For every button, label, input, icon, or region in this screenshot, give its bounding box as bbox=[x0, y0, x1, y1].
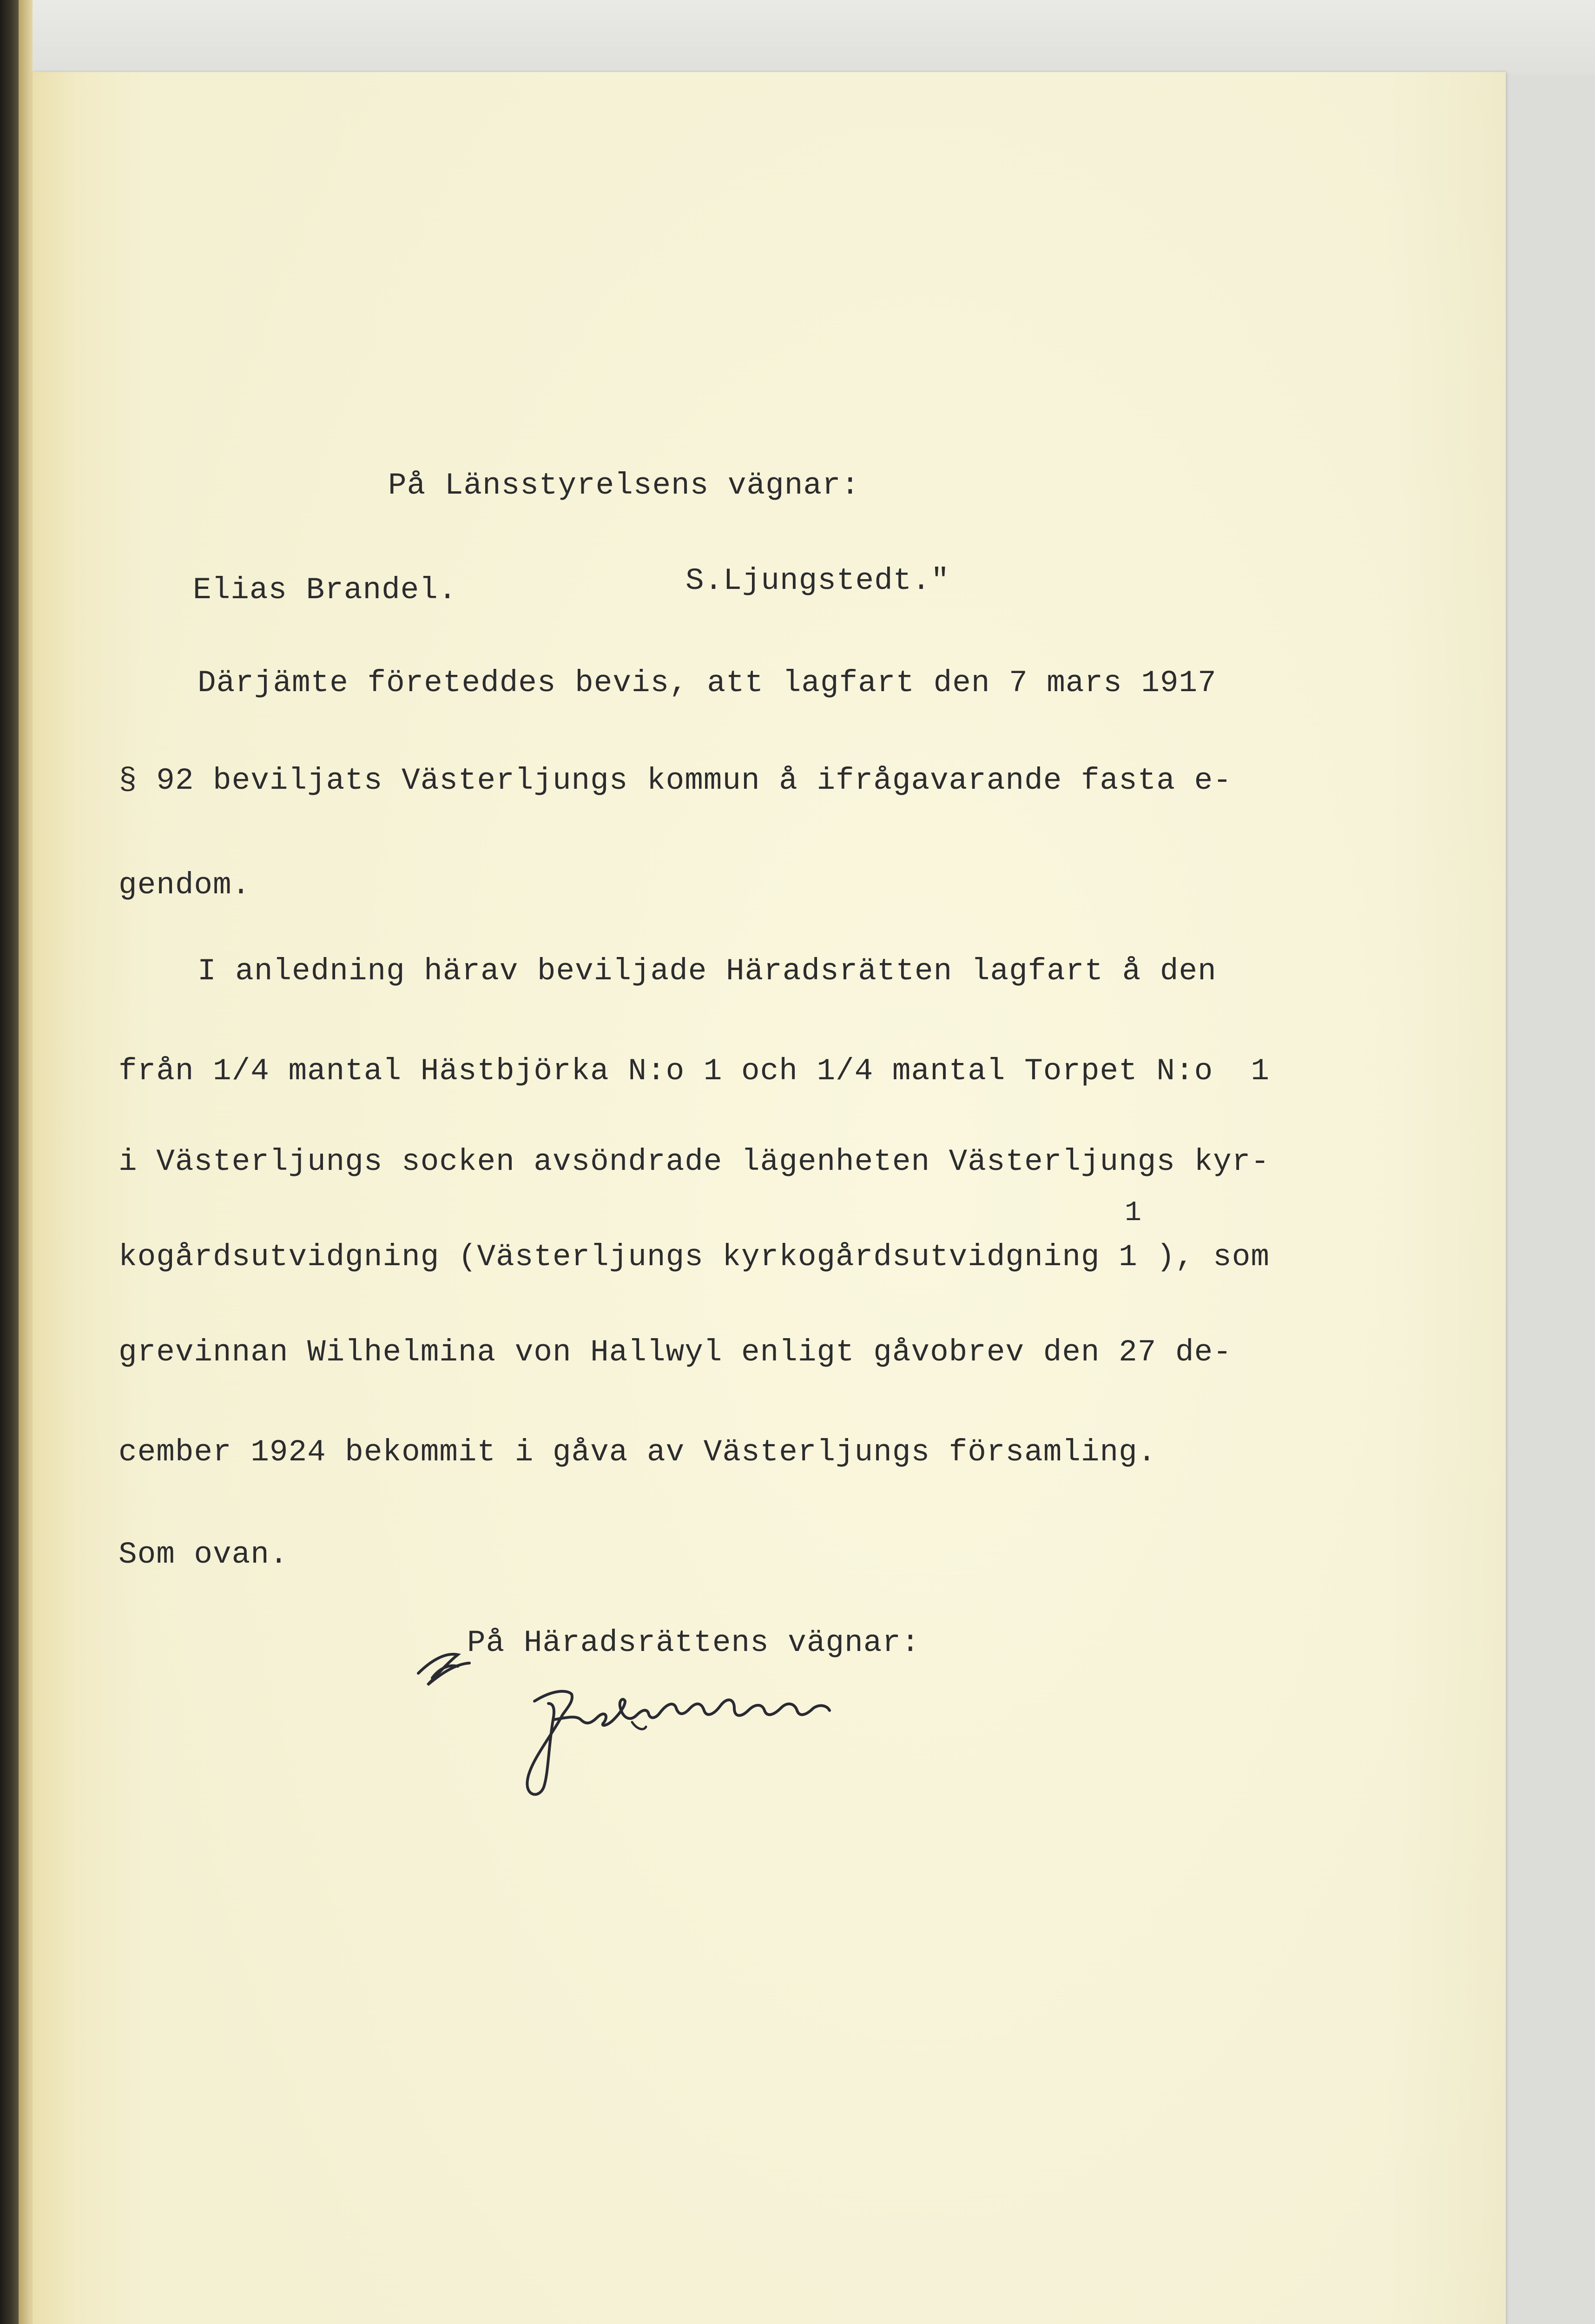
document-page bbox=[33, 72, 1506, 2324]
text-line: cember 1924 bekommit i gåva av Västerljungs församling. bbox=[119, 1435, 1157, 1470]
signatory-left: Elias Brandel. bbox=[193, 573, 457, 607]
initial-flourish bbox=[418, 1654, 469, 1685]
closing-line: Som ovan. bbox=[119, 1537, 289, 1572]
text-line: gendom. bbox=[119, 868, 251, 903]
text-line: Därjämte företeddes bevis, att lagfart den 7 mars 1917 bbox=[198, 666, 1217, 700]
text-line: I anledning härav beviljade Häradsrätten lagfart å den bbox=[198, 954, 1217, 989]
signatory-right: S.Ljungstedt." bbox=[685, 563, 950, 598]
text-line: kogårdsutvidgning (Västerljungs kyrkogårdsutvidgning 1 ), som bbox=[119, 1240, 1270, 1274]
book-binding-edge bbox=[0, 0, 19, 2324]
superscript-one: 1 bbox=[1125, 1197, 1142, 1229]
text-line: § 92 beviljats Västerljungs kommun å ifrågavarande fasta e- bbox=[119, 763, 1232, 798]
authority-heading: På Länsstyrelsens vägnar: bbox=[388, 468, 860, 503]
text-line: i Västerljungs socken avsöndrade lägenheten Västerljungs kyr- bbox=[119, 1144, 1270, 1179]
text-line: grevinnan Wilhelmina von Hallwyl enligt gåvobrev den 27 de- bbox=[119, 1335, 1232, 1370]
scan-background bbox=[33, 0, 1595, 74]
court-heading: På Häradsrättens vägnar: bbox=[467, 1625, 920, 1660]
signature-stroke bbox=[527, 1691, 830, 1795]
text-line: från 1/4 mantal Hästbjörka N:o 1 och 1/4 mantal Torpet N:o 1 bbox=[119, 1054, 1270, 1089]
handwritten-signature bbox=[414, 1608, 929, 1803]
binding-shadow bbox=[19, 0, 33, 2324]
